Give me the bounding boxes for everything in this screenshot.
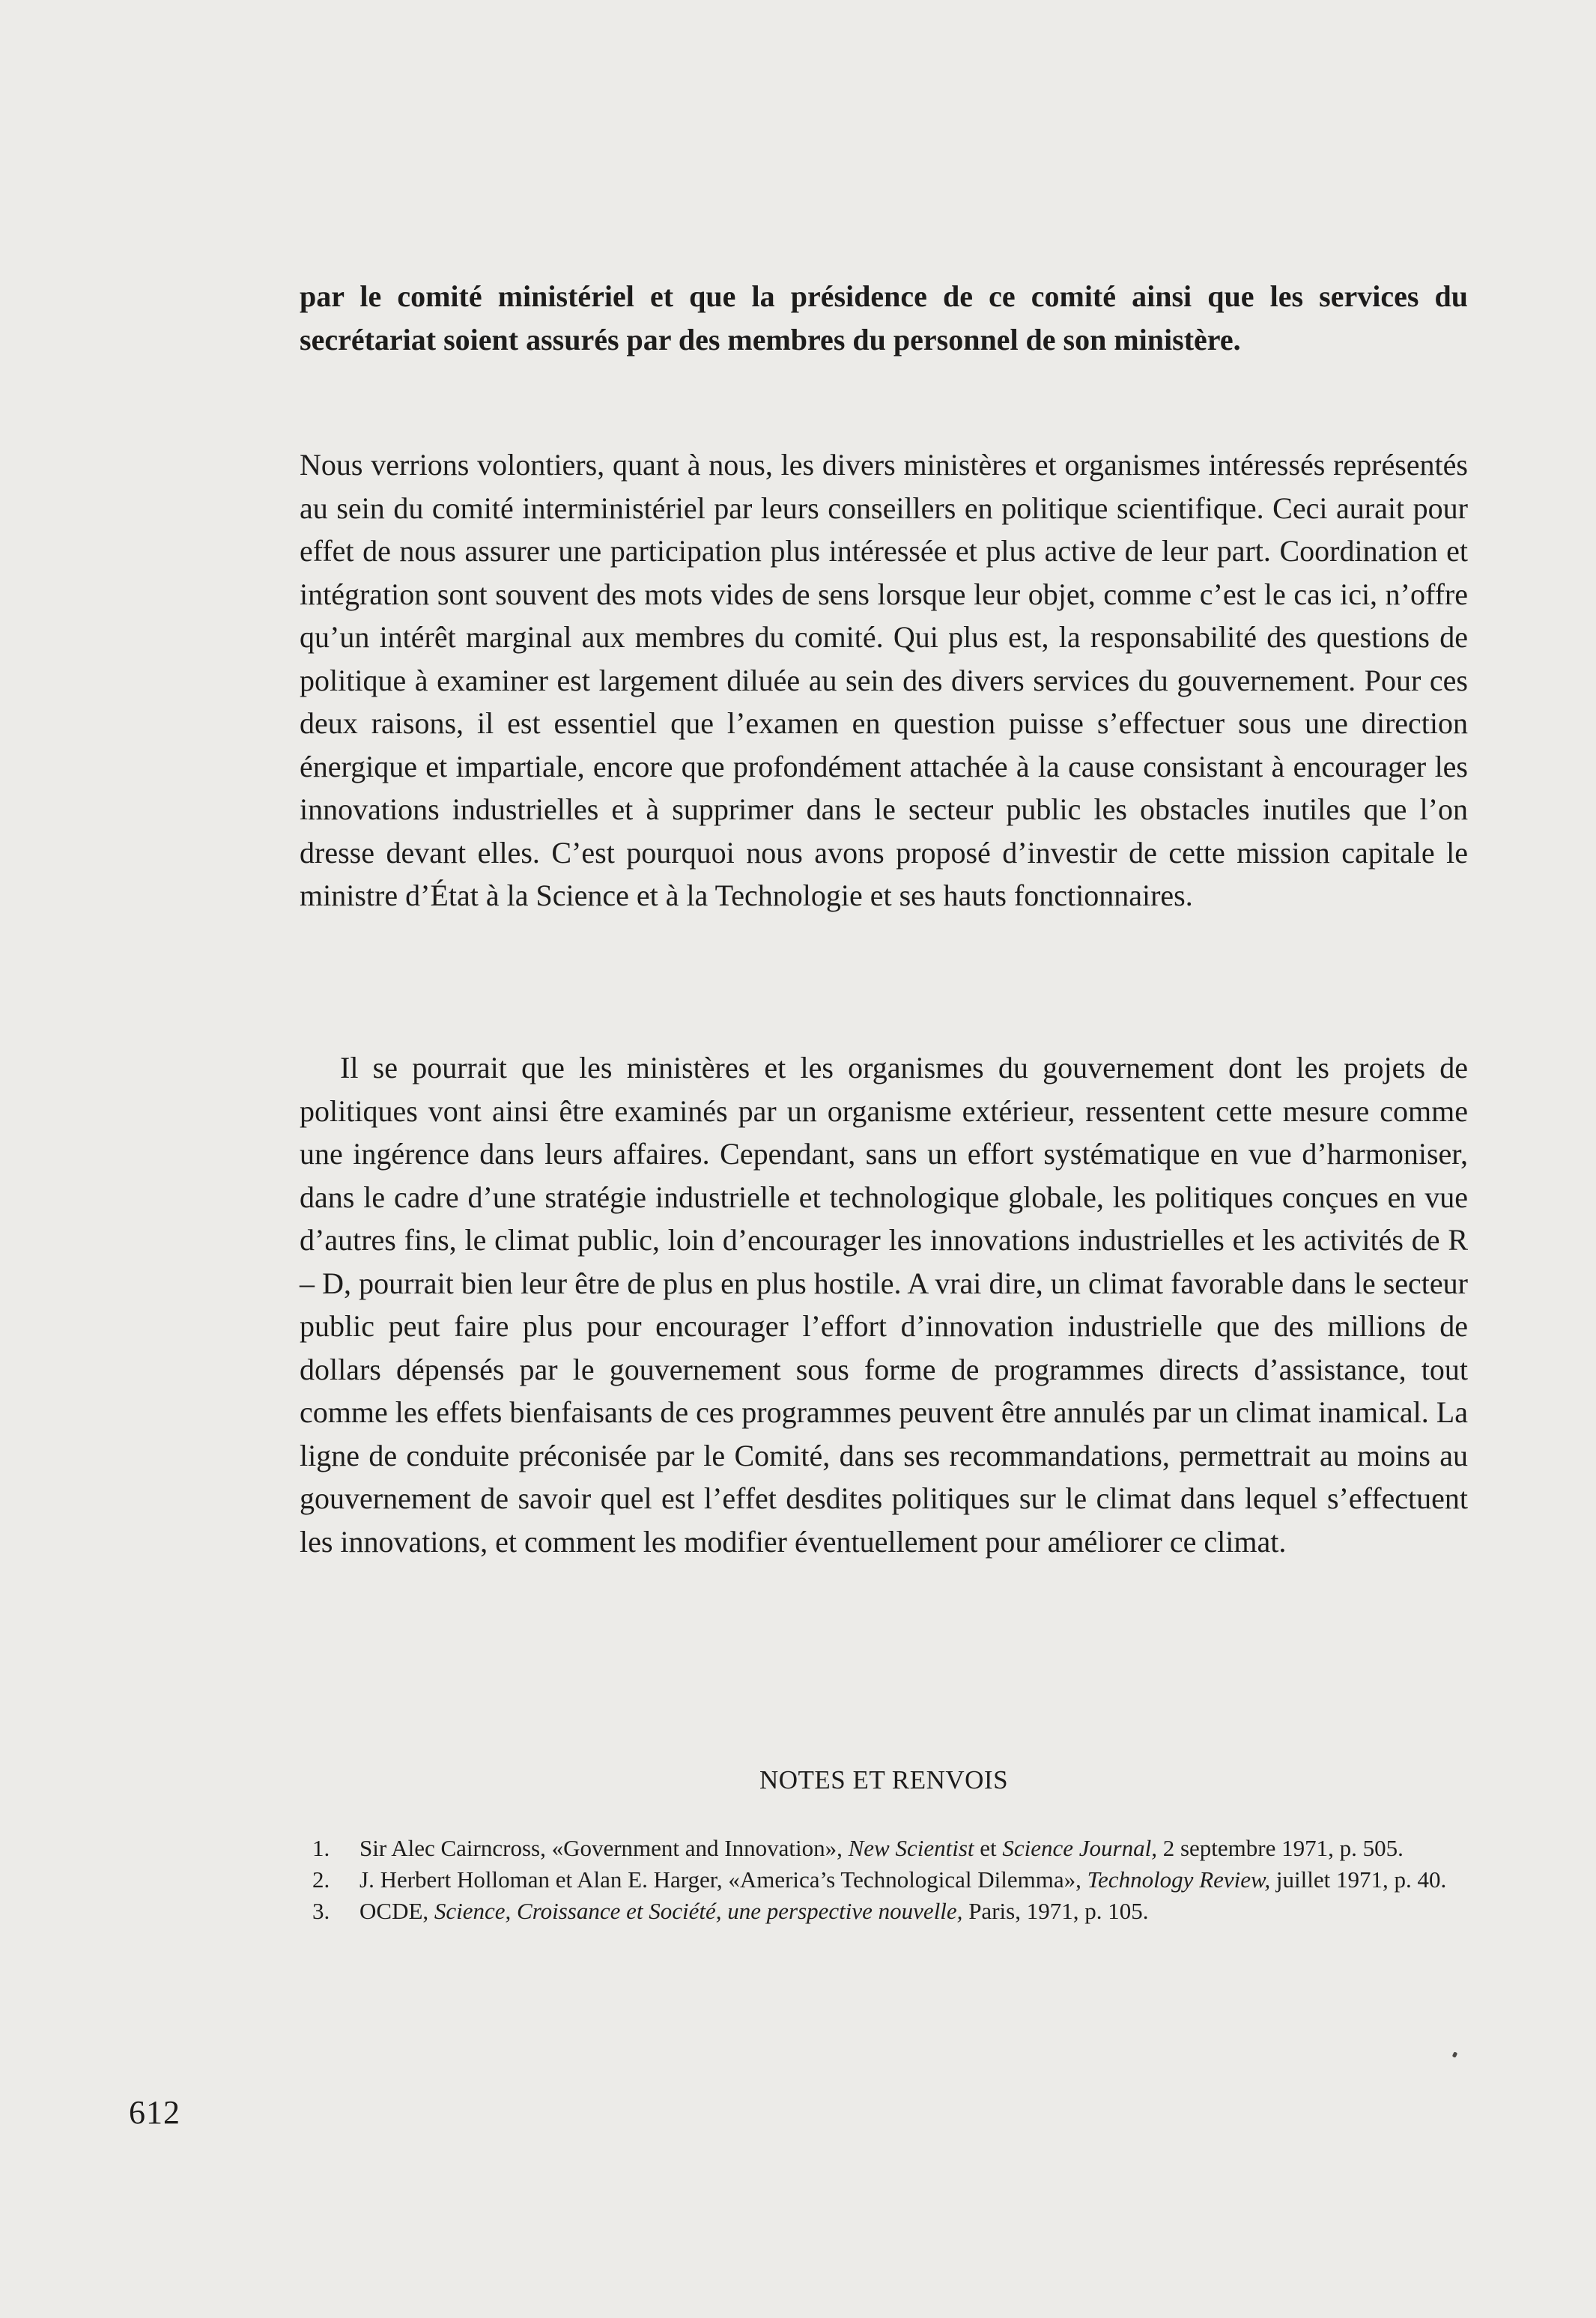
note-text: Paris, 1971, p. 105.	[962, 1898, 1149, 1924]
note-item	[300, 1833, 1468, 1863]
note-text: Sir Alec Cairncross, «Government and Innovation»,	[359, 1835, 849, 1861]
notes-heading: NOTES ET RENVOIS	[759, 1765, 1009, 1794]
note-title: New Scientist	[848, 1835, 974, 1861]
note-number: 3.	[312, 1898, 330, 1924]
note-text: juillet 1971, p. 40.	[1270, 1866, 1447, 1893]
note-number: 1.	[312, 1835, 330, 1861]
note-title: Science, Croissance et Société, une perspective nouvelle,	[434, 1898, 963, 1924]
note-title: Science Journal,	[1002, 1835, 1157, 1861]
page-number: 612	[129, 2094, 180, 2131]
note-text: OCDE,	[359, 1898, 434, 1924]
note-title: Technology Review,	[1087, 1866, 1271, 1893]
note-text: et	[974, 1835, 1003, 1861]
note-text: 2 septembre 1971, p. 505.	[1156, 1835, 1404, 1861]
notes-list	[300, 1833, 1468, 1928]
note-item	[300, 1896, 1468, 1926]
body-paragraph-2: Il se pourrait que les ministères et les organismes du gouvernement dont les projets de politiques vont ainsi être examinés par un organisme extérieur, ressentent cette mesure comme une ingérence dans leurs affaires. Cependant, sans un effort systématique en vue d’harmoniser, dans le cadre d’une stratégie industrielle et technologique globale, les politiques conçues en vue d’autres fins, le climat public, loin d’encourager les innovations industrielles et les activités de R – D, pourrait bien leur être de plus en plus hostile. A vrai dire, un climat favorable dans le secteur public peut faire plus pour encourager l’effort d’innovation industrielle que des millions de dollars dépensés par le gouvernement sous forme de programmes directs d’assistance, tout comme les effets bienfaisants de ces programmes peuvent être annulés par un climat inamical. La ligne de conduite préconisée par le Comité, dans ses recommandations, permettrait au moins au gouvernement de savoir quel est l’effet desdites politiques sur le climat dans lequel s’effectuent les innovations, et comment les modifier éventuellement pour améliorer ce climat.	[300, 1051, 1468, 1559]
note-text: J. Herbert Holloman et Alan E. Harger, «America’s Technological Dilemma»,	[359, 1866, 1087, 1893]
paper-speck	[1452, 2051, 1457, 2057]
note-number: 2.	[312, 1866, 330, 1893]
body-paragraph-1: Nous verrions volontiers, quant à nous, les divers ministères et organismes intéressés représentés au sein du comité interministériel par leurs conseillers en politique scientifique. Ceci aurait pour effet de nous assurer une participation plus intéressée et plus active de leur part. Coordination et intégration sont souvent des mots vides de sens lorsque leur objet, comme c’est le cas ici, n’offre qu’un intérêt marginal aux membres du comité. Qui plus est, la responsabilité des questions de politique à examiner est largement diluée au sein des divers services du gouvernement. Pour ces deux raisons, il est essentiel que l’examen en question puisse s’effectuer sous une direction énergique et impartiale, encore que profondément attachée à la cause consistant à encourager les innovations industrielles et à supprimer dans le secteur public les obstacles inutiles que l’on dresse devant elles. C’est pourquoi nous avons proposé d’investir de cette mission capitale le ministre d’État à la Science et à la Technologie et ses hauts fonctionnaires.	[300, 448, 1468, 912]
continued-paragraph: par le comité ministériel et que la présidence de ce comité ainsi que les services du secrétariat soient assurés par des membres du personnel de son ministère.	[300, 279, 1468, 357]
note-item	[300, 1865, 1468, 1894]
